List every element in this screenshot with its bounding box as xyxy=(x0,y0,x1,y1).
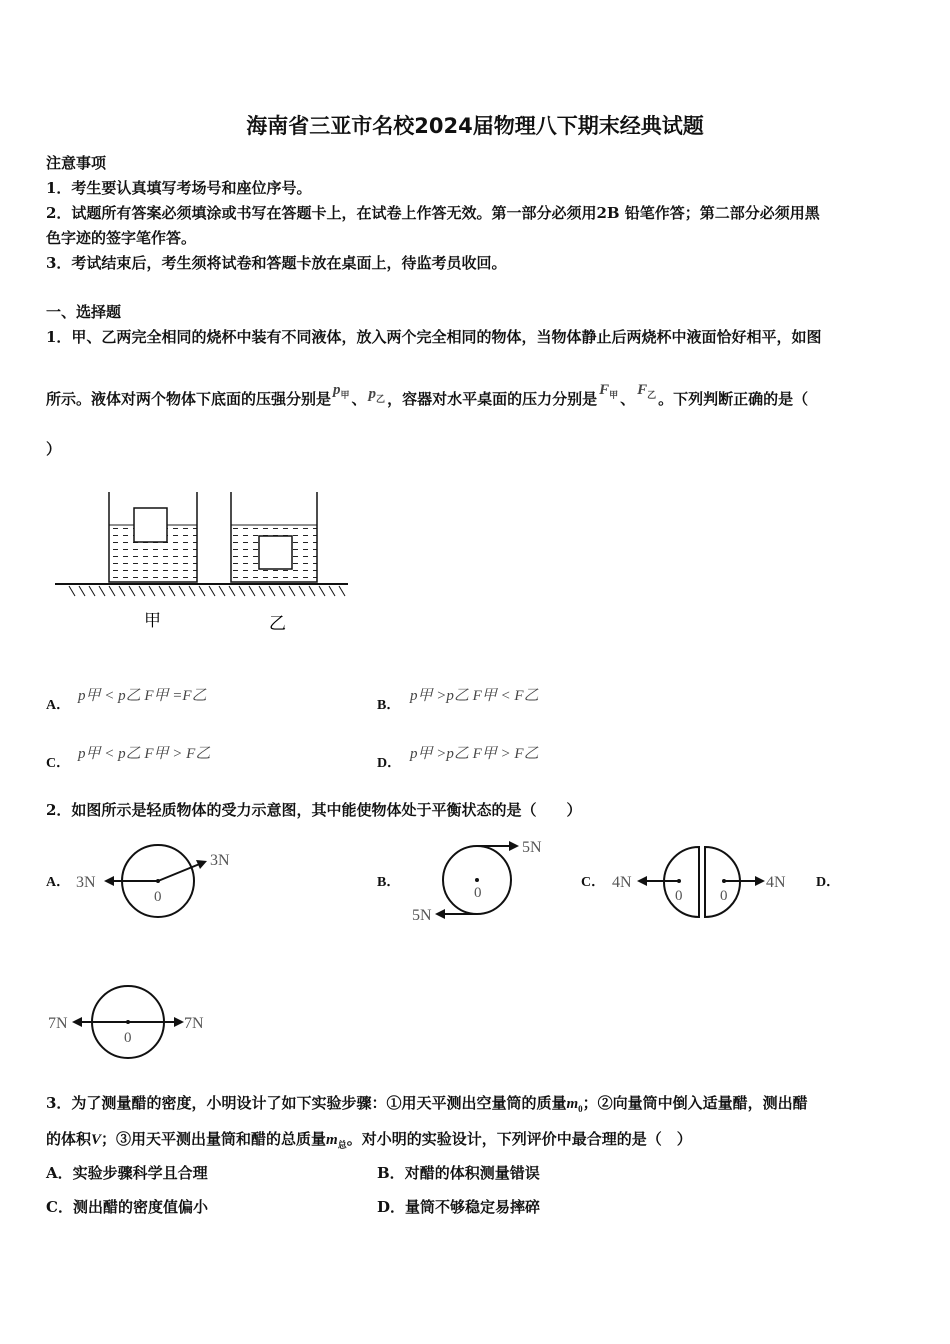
q3-option-a[interactable]: A．实验步骤科学且合理 xyxy=(46,1164,208,1182)
q3-stem-line2: 的体积V；③用天平测出量筒和醋的总质量$m_总$。对小明的实验设计，下列评价中最合理的是（ ） xyxy=(46,1130,692,1150)
notice-heading: 注意事项 xyxy=(46,154,107,172)
q1-option-c[interactable]: p甲 < p乙 F甲 > F乙 xyxy=(78,746,211,762)
symbol-V: V xyxy=(91,1132,102,1148)
q1-option-b[interactable]: p甲 >p乙 F甲 < F乙 xyxy=(410,688,539,704)
q1-option-b-letter: B． xyxy=(377,698,401,713)
svg-text:5N: 5N xyxy=(412,907,432,924)
q1-option-d-letter: D． xyxy=(377,756,402,771)
svg-text:0: 0 xyxy=(124,1030,132,1046)
label-yi: 乙 xyxy=(269,614,286,633)
svg-text:0: 0 xyxy=(154,889,162,905)
q2-option-c-figure[interactable] xyxy=(610,843,790,923)
q2-option-b-figure[interactable] xyxy=(410,834,560,924)
notice-item-3: 3．考试结束后，考生须将试卷和答题卡放在桌面上，待监考员收回。 xyxy=(46,254,507,272)
svg-text:4N: 4N xyxy=(766,874,786,891)
svg-text:7N: 7N xyxy=(48,1015,68,1032)
q1-beakers-figure xyxy=(52,490,352,640)
symbol-p-jia: $p_甲$ xyxy=(333,382,350,400)
q2-stem: 2．如图所示是轻质物体的受力示意图，其中能使物体处于平衡状态的是（ ） xyxy=(46,801,582,819)
svg-text:5N: 5N xyxy=(522,839,542,856)
q1-stem-line3: ） xyxy=(46,440,62,458)
block-jia xyxy=(134,508,167,542)
q2-option-d-figure[interactable] xyxy=(48,984,218,1064)
page-title: 海南省三亚市名校2024届物理八下期末经典试题 xyxy=(246,114,704,138)
svg-text:0: 0 xyxy=(675,888,683,904)
svg-text:4N: 4N xyxy=(612,874,632,891)
q3-option-d[interactable]: D．量筒不够稳定易摔碎 xyxy=(377,1198,541,1216)
svg-text:3N: 3N xyxy=(76,874,96,891)
section-heading: 一、选择题 xyxy=(46,303,122,321)
q1-stem-line2: 所示。液体对两个物体下底面的压强分别是 $p_甲$ 、 $p_乙$ ，容器对水平桌面的压力分别是 $F_甲$ 、 $F_乙$ 。下列判断正确的是（ xyxy=(46,382,809,408)
notice-item-2: 2．试题所有答案必须填涂或书写在答题卡上，在试卷上作答无效。第一部分必须用2B 铅笔作答；第二部分必须用黑 xyxy=(46,204,820,222)
symbol-m-total: $m_总$ xyxy=(326,1132,347,1150)
block-yi xyxy=(259,536,292,569)
label-jia: 甲 xyxy=(144,611,161,630)
q2-option-d-letter: D． xyxy=(816,875,841,890)
svg-text:3N: 3N xyxy=(210,852,230,869)
svg-text:0: 0 xyxy=(474,885,482,901)
q2-option-c-letter: C． xyxy=(581,875,606,890)
notice-item-2-cont: 色字迹的签字笔作答。 xyxy=(46,229,197,247)
q1-option-c-letter: C． xyxy=(46,756,71,771)
q1-stem-line1: 1．甲、乙两完全相同的烧杯中装有不同液体，放入两个完全相同的物体，当物体静止后两烧杯中液面恰好相平，如图 xyxy=(46,328,822,346)
svg-text:7N: 7N xyxy=(184,1015,204,1032)
notice-item-1: 1．考生要认真填写考场号和座位序号。 xyxy=(46,179,312,197)
q3-option-b[interactable]: B．对醋的体积测量错误 xyxy=(377,1164,540,1182)
svg-text:0: 0 xyxy=(720,888,728,904)
q1-option-a[interactable]: p甲 < p乙 F甲 =F乙 xyxy=(78,688,207,704)
symbol-m0: $m_0$ xyxy=(566,1096,583,1114)
q2-option-b-letter: B． xyxy=(377,875,401,890)
q2-option-a-letter: A． xyxy=(46,875,71,890)
symbol-F-jia: $F_甲$ xyxy=(599,382,619,400)
symbol-F-yi: $F_乙$ xyxy=(637,382,657,400)
symbol-p-yi: $p_乙$ xyxy=(368,386,386,404)
q3-option-c[interactable]: C．测出醋的密度值偏小 xyxy=(46,1198,208,1216)
q1-option-d[interactable]: p甲 >p乙 F甲 > F乙 xyxy=(410,746,539,762)
q3-stem-line1: 3．为了测量醋的密度，小明设计了如下实验步骤：①用天平测出空量筒的质量$m_0$；②向量筒中倒入适量醋，测出醋 xyxy=(46,1094,808,1114)
q2-option-a-figure[interactable] xyxy=(74,843,244,923)
q1-option-a-letter: A． xyxy=(46,698,71,713)
